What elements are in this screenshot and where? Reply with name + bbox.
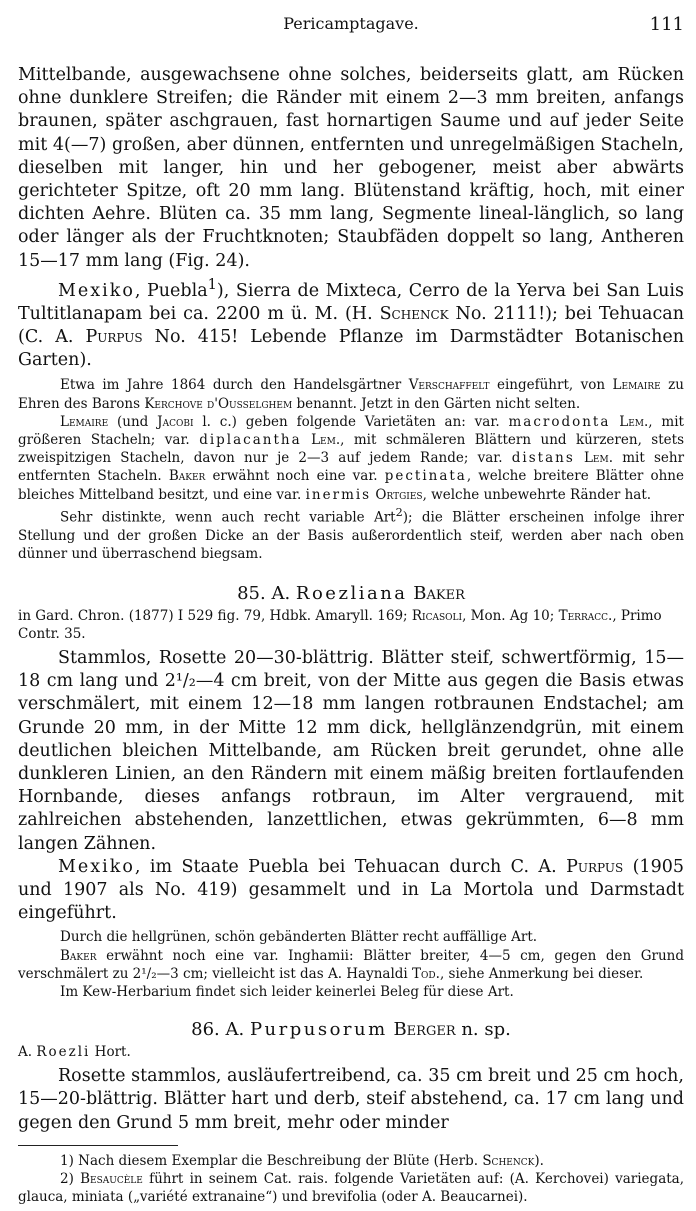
text-run: , Mon. Ag 10; — [462, 608, 555, 624]
text-run: Durch die hellgrünen, schön gebänderten Blätter recht auffällige Art. — [60, 929, 538, 946]
text-run: (1905 und 1907 als No. 419) gesammelt und in La Mortola und Darmstadt eingeführt. — [18, 856, 684, 924]
variety-name: distans — [511, 450, 575, 467]
text-run: benannt. Jetzt in den Gärten nicht selten. — [296, 395, 581, 412]
variety-name: diplacantha — [199, 432, 302, 449]
variety-name: inermis — [305, 486, 372, 503]
person-name: Baker — [60, 947, 97, 964]
footnote-rule — [18, 1145, 178, 1146]
text-run: No. 2111!); bei Tehuacan (C. A. — [18, 303, 684, 348]
text-run: in Gard. Chron. (1877) I 529 fig. 79, Hdbk. Amaryll. 169; — [18, 608, 408, 624]
text-run: Etwa im Jahre 1864 durch den Handelsgärtner — [60, 377, 402, 394]
page — [18, 0, 684, 1206]
running-header — [18, 0, 684, 36]
species-heading — [18, 583, 684, 604]
text-run: , Primo Contr. 35. — [18, 608, 662, 642]
text-run: (und — [117, 413, 149, 430]
species-author: Baker — [413, 583, 465, 604]
locality-paragraph — [18, 273, 684, 373]
person-name: Baker — [168, 468, 206, 485]
footnote — [18, 1170, 684, 1206]
author-abbrev: Lem. — [583, 450, 614, 467]
collector-name: Purpus — [566, 856, 624, 877]
person-name: Schenck — [482, 1152, 535, 1169]
person-name: Verschaffelt — [408, 377, 490, 394]
species-author: Berger — [393, 1019, 456, 1041]
text-run: zu Ehren des Barons — [18, 377, 684, 412]
person-name: Ricasoli — [411, 608, 463, 624]
text-run: ); die Blätter erscheinen infolge ihrer Stellung und der großen Dicke an der Basis außerordentlich steif, werden aber nach oben dünner und überraschend biegsam. — [18, 509, 684, 562]
person-name: Terracc. — [558, 608, 613, 624]
person-name: Kerchove d'Ousselghem — [144, 395, 293, 412]
person-name: Besaucèle — [80, 1170, 143, 1187]
text-run: Im Kew-Herbarium findet sich leider keinerlei Beleg für diese Art. — [60, 984, 514, 1001]
collector-name: Schenck — [379, 303, 449, 324]
variety-name: macrodonta — [508, 413, 611, 430]
text-run: 2) — [60, 1170, 74, 1187]
citation — [18, 607, 684, 643]
text-run: führt in seinem Cat. rais. folgende Varietäten auf: (A. Kerchovei) variegata, glauca, miniata („variété extranaine“) und brevifolia (oder A. Beaucarnei). — [18, 1170, 685, 1205]
text-run: , welche breitere Blätter ohne bleiches Mittelband besitzt, und eine var. — [18, 468, 684, 503]
text-run: A. — [18, 1044, 33, 1061]
page-number: 111 — [649, 14, 684, 35]
country-name: Mexiko — [58, 280, 135, 301]
text-run: , siehe Anmerkung bei dieser. — [439, 965, 644, 982]
author-abbrev: Tod. — [412, 965, 440, 982]
description-paragraph — [18, 647, 684, 856]
note-paragraph — [18, 928, 684, 946]
footnote-mark: 1 — [207, 275, 217, 293]
text-run: ). — [534, 1152, 544, 1169]
text-run: ), Sierra de Mixteca, Cerro de la Yerva bei San Luis Tultitlanapam bei ca. 2200 m ü. M. (H. — [18, 280, 684, 324]
paragraph-text: Mittelbande, ausgewachsene ohne solches, beiderseits glatt, am Rücken ohne dunklere Streifen; die Ränder mit einem 2—3 mm breiten, anfangs braunen, später aschgrauen, fast hornartigen Saume und auf jeder Seite mit 4(—7) großen, aber dünnen, entfernten und unregelmäßigen Stacheln, dieselben mit langer, hin und her gebogener, meist aber abwärts gerichteter Spitze, oft 20 mm lang. Blütenstand kräftig, hoch, mit einer dichten Aehre. Blüten ca. 35 mm lang, Segmente lineal-länglich, so lang oder länger als der Fruchtknoten; Staubfäden doppelt so lang, Antheren 15—17 mm lang (Fig. 24). — [18, 65, 684, 271]
text-run: erwähnt noch eine var. — [212, 468, 378, 485]
text-run: , mit größeren Stacheln; var. — [18, 413, 684, 449]
person-name: Ortgies — [375, 486, 423, 503]
person-name: Jacobi — [157, 413, 194, 430]
text-run: Sehr distinkte, wenn auch recht variable Art — [60, 509, 396, 526]
text-run: , welche unbewehrte Ränder hat. — [422, 486, 652, 503]
author-abbrev: Lem. — [311, 432, 341, 449]
paragraph-text: Stammlos, Rosette 20—30-blättrig. Blätter steif, schwertförmig, 15—18 cm lang und 2¹/₂—4 cm breit, von der Mitte aus gegen die Basis etwas verschmälert, mit einem 12—18 mm langen rotbraunen Endstachel; am Grunde 20 mm, in der Mitte 12 mm dick, hellglänzendgrün, mit einem deutlichen bleichen Mittelbande, am Rücken breit gerundet, ohne alle dunkleren Linien, an den Rändern mit einem mäßig breiten fortlaufenden Hornbande, dieses anfangs rotbraun, im Alter vergrauend, mit zahlreichen abstehenden, lanzettlichen, etwas gekrümmten, 6—8 mm langen Zähnen. — [18, 648, 684, 854]
synonym — [18, 1043, 684, 1061]
body-paragraph — [18, 64, 684, 273]
person-name: Lemaire — [60, 413, 109, 430]
text-run: No. 415! Lebende Pflanze im Darmstädter Botanischen Garten). — [18, 327, 684, 371]
running-title: Pericamptagave. — [283, 14, 419, 33]
description-paragraph — [18, 1065, 684, 1135]
note-paragraph — [18, 376, 684, 412]
country-name: Mexiko — [58, 856, 135, 877]
text-run: Hort. — [94, 1044, 131, 1061]
locality-paragraph — [18, 856, 684, 926]
person-name: Lemaire — [612, 377, 661, 394]
paragraph-text: Rosette stammlos, ausläufertreibend, ca. 35 cm breit und 25 cm hoch, 15—20-blättrig. Blätter hart und derb, steif abstehend, ca. 17 cm lang und gegen den Grund 5 mm breit, mehr oder minder — [18, 1066, 684, 1133]
footnote — [18, 1152, 684, 1170]
species-name: Roezliana — [295, 583, 408, 604]
note-paragraph — [18, 947, 684, 983]
text-run: mit sehr entfernten Stacheln. — [18, 450, 685, 485]
footnote-mark: 2 — [395, 505, 403, 519]
note-paragraph — [18, 504, 684, 563]
text-run: eingeführt, von — [496, 377, 606, 394]
text-run: l. c.) geben folgende Varietäten an: var. — [202, 413, 500, 430]
synonym-name: Roezli — [36, 1044, 91, 1061]
species-name: Purpusorum — [249, 1019, 388, 1041]
species-heading — [18, 1019, 684, 1040]
species-number: 85. A. — [237, 583, 291, 604]
note-paragraph — [18, 413, 684, 504]
text-run: , im Staate Puebla bei Tehuacan durch C. A. — [134, 856, 557, 877]
note-paragraph — [18, 983, 684, 1001]
text-run: erwähnt noch eine var. Inghamii: Blätter breiter, 4—5 cm, gegen den Grund verschmälert zu 2¹/₂—3 cm; vielleicht ist das A. Haynaldi — [18, 947, 684, 982]
species-number: 86. A. — [191, 1019, 245, 1041]
variety-name: pectinata — [384, 468, 467, 485]
collector-name: Purpus — [85, 327, 143, 348]
species-suffix: n. sp. — [461, 1019, 511, 1041]
text-run: , mit schmäleren Blättern und kürzeren, stets zweispitzigen Stacheln, davon nur je 2—3 auf jedem Rande; var. — [18, 432, 684, 467]
text-run: 1) Nach diesem Exemplar die Beschreibung der Blüte (Herb. — [60, 1152, 479, 1169]
text-run: , Puebla — [134, 280, 208, 301]
author-abbrev: Lem. — [619, 413, 649, 430]
